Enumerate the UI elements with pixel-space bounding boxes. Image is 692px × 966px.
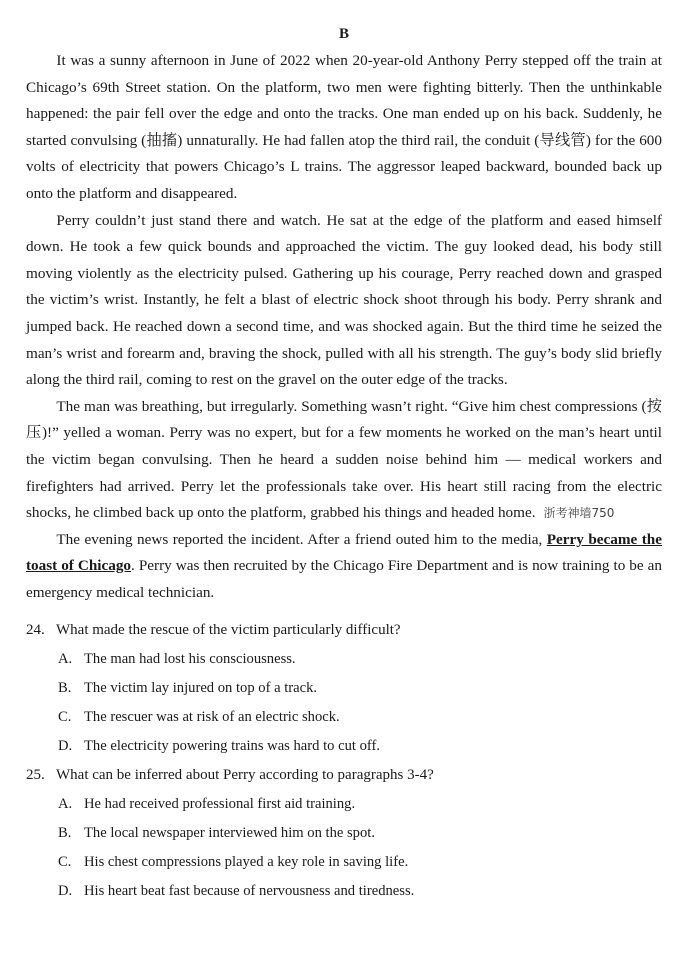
question-stem [26,616,662,645]
question-text: What can be inferred about Perry according to paragraphs 3-4? [56,767,434,784]
option-text: His chest compressions played a key role in saving life. [84,854,409,871]
option-a[interactable] [26,790,662,819]
option-letter: D. [58,738,73,755]
underlined-phrase: Perry became the toast of Chicago [26,530,662,575]
option-letter: A. [58,651,73,668]
question-number: 24. [26,622,45,639]
question-list [26,616,662,906]
paragraph-3-text: The man was breathing, but irregularly. Something wasn’t right. “Give him chest compressions (按压)!” yelled a woman. Perry was no expert, but for a few moments he worked on the man’s heart until the victim began convulsing. Then he heard a sudden noise behind him — medical workers and firefighters had arrived. Perry let the professionals take over. His heart still racing from the electric shocks, he climbed back up onto the platform, grabbed his things and headed home. [26,397,662,522]
option-c[interactable] [26,703,662,732]
paragraph-4-text-start: The evening news reported the incident. After a friend outed him to the media, [56,530,543,548]
option-b[interactable] [26,674,662,703]
paragraph-4-text-end: . Perry was then recruited by the Chicago Fire Department and is now training to be an emergency medical technician. [26,557,662,601]
option-text: His heart beat fast because of nervousness and tiredness. [84,883,415,900]
option-d[interactable] [26,732,662,761]
option-letter: D. [58,883,73,900]
paragraph-3 [26,394,662,527]
option-text: The rescuer was at risk of an electric shock. [84,709,340,726]
reading-passage [26,48,662,606]
option-text: He had received professional first aid training. [84,796,356,813]
paragraph-2: Perry couldn’t just stand there and watch. He sat at the edge of the platform and eased himself down. He took a few quick bounds and approached the victim. The guy looked dead, his body still moving violently as the electricity pulsed. Gathering up his courage, Perry reached down and grasped the victim’s wrist. Instantly, he felt a blast of electric shock shoot through his body. Perry shrank and jumped back. He reached down a second time, and was shocked again. But the third time he seized the man’s wrist and forearm and, braving the shock, pulled with all his strength. The guy’s body slid briefly along the third rail, coming to rest on the gravel on the outer edge of the tracks. [26,211,662,389]
option-letter: C. [58,709,72,726]
option-letter: B. [58,825,72,842]
option-b[interactable] [26,819,662,848]
paragraph-4 [26,527,662,607]
option-text: The man had lost his consciousness. [84,651,296,668]
option-text: The electricity powering trains was hard to cut off. [84,738,380,755]
question-25 [26,761,662,906]
option-d[interactable] [26,877,662,906]
option-letter: C. [58,854,72,871]
question-stem [26,761,662,790]
question-text: What made the rescue of the victim particularly difficult? [56,622,401,639]
option-text: The local newspaper interviewed him on the spot. [84,825,375,842]
option-letter: B. [58,680,72,697]
watermark: 浙考神墙750 [543,506,615,521]
option-text: The victim lay injured on top of a track. [84,680,318,697]
section-label: B [338,26,349,42]
option-a[interactable] [26,645,662,674]
option-c[interactable] [26,848,662,877]
question-24 [26,616,662,761]
question-number: 25. [26,767,45,784]
paragraph-1: It was a sunny afternoon in June of 2022 when 20-year-old Anthony Perry stepped off the train at Chicago’s 69th Street station. On the platform, two men were fighting bitterly. Then the unthinkable happened: the pair fell over the edge and onto the tracks. One man ended up on his back. Suddenly, he started convulsing (抽搐) unnaturally. He had fallen atop the third rail, the conduit (导线管) for the 600 volts of electricity that powers Chicago’s L trains. The aggressor leaped backward, bounded back up onto the platform and disappeared. [26,52,662,202]
option-letter: A. [58,796,73,813]
